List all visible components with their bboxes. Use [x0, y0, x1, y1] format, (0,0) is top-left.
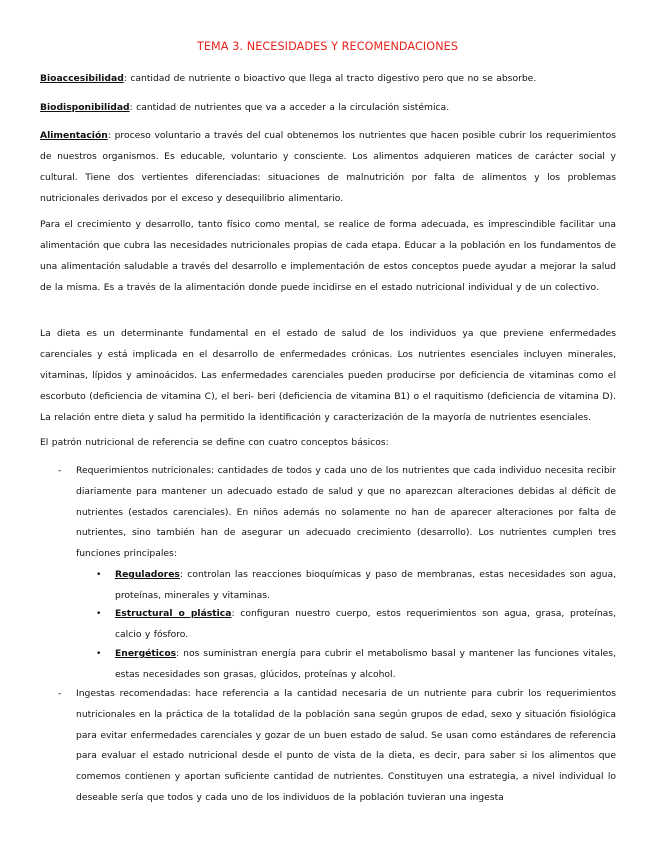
item-text: : controlan las reacciones bioquímicas y paso de membranas, estas necesidades son agua, proteínas, minerales y vitaminas. — [115, 569, 616, 601]
page-title: TEMA 3. NECESIDADES Y RECOMENDACIONES — [196, 40, 459, 53]
list-dash-marker: - — [58, 688, 62, 699]
term: Estructural o plástica — [115, 608, 232, 619]
definition-text: : proceso voluntario a través del cual obtenemos los nutrientes que hacen posible cubrir los requerimientos de nuestros organismos. Es educable, voluntario y consciente. Los alimentos adquieren matices de carácter social y cultural. Tiene dos vertientes diferenciadas: situaciones de malnutrición por falta de alimentos y los problemas nutricionales derivados por el exceso y desequilibrio alimentario. — [40, 130, 616, 204]
bullet-marker: • — [96, 608, 102, 619]
paragraph-patron: El patrón nutricional de referencia se define con cuatro conceptos básicos: — [40, 437, 389, 448]
definition-biodisponibilidad — [40, 97, 616, 118]
term: Energéticos — [115, 648, 177, 659]
definition-text: : cantidad de nutrientes que va a acceder a la circulación sistémica. — [129, 102, 450, 113]
definition-alimentacion — [40, 125, 616, 209]
term: Alimentación — [40, 130, 108, 141]
definition-text: : cantidad de nutriente o bioactivo que llega al tracto digestivo pero que no se absorbe. — [123, 73, 537, 84]
list-item-ingestas: Ingestas recomendadas: hace referencia a la cantidad necesaria de un nutriente para cubrir los requerimientos nutricionales en la práctica de la totalidad de la población sana según grupos de edad, sexo y situación fisiológica para evitar enfermedades carenciales y gozar de un buen estado de salud. Se usan como estándares de referencia para evaluar el estado nutricional desde el punto de vista de la dieta, es decir, para saber si los alimentos que comemos contienen y aportan suficiente cantidad de nutrientes. Constituyen una estrategia, a nivel individual lo deseable sería que todos y cada uno de los individuos de la población tuvieran una ingesta — [76, 688, 616, 803]
paragraph-dieta: La dieta es un determinante fundamental en el estado de salud de los individuos ya que previene enfermedades carenciales y está implicada en el desarrollo de enfermedades crónicas. Los nutrientes esenciales incluyen minerales, vitaminas, lípidos y aminoácidos. Las enfermedades carenciales pueden producirse por deficiencia de vitaminas como el escorbuto (deficiencia de vitamina C), el beri- beri (deficiencia de vitamina B1) o el raquitismo (deficiencia de vitamina D). La relación entre dieta y salud ha permitido la identificación y caracterización de la mayoría de nutrientes esenciales. — [40, 328, 616, 423]
sublist-item-energeticos — [115, 644, 616, 686]
definition-bioaccesibilidad — [40, 68, 616, 89]
list-item-requerimientos: Requerimientos nutricionales: cantidades de todos y cada uno de los nutrientes que cada individuo necesita recibir diariamente para mantener un adecuado estado de salud y que no aparezcan alteraciones debidas al déficit de nutrientes (estados carenciales). En niños además no solamente no han de aparecer alteraciones por falta de nutrientes, sino también han de asegurar un adecuado crecimiento (desarrollo). Los nutrientes cumplen tres funciones principales: — [76, 465, 616, 560]
item-text: : configuran nuestro cuerpo, estos requerimientos son agua, grasa, proteínas, calcio y fósforo. — [115, 608, 616, 640]
term: Reguladores — [115, 569, 180, 580]
bullet-marker: • — [96, 569, 102, 580]
term: Biodisponibilidad — [40, 102, 130, 113]
bullet-marker: • — [96, 648, 102, 659]
list-dash-marker: - — [58, 465, 62, 476]
paragraph-crecimiento: Para el crecimiento y desarrollo, tanto físico como mental, se realice de forma adecuada, es imprescindible facilitar una alimentación que cubra las necesidades nutricionales propias de cada etapa. Educar a la población en los fundamentos de una alimentación saludable a través del desarrollo e implementación de estos conceptos puede ayudar a mejorar la salud de la misma. Es a través de la alimentación donde puede incidirse en el estado nutricional individual y de un colectivo. — [40, 219, 616, 293]
sublist-item-estructural — [115, 604, 616, 646]
item-text: : nos suministran energía para cubrir el metabolismo basal y mantener las funciones vitales, estas necesidades son grasas, glúcidos, proteínas y alcohol. — [115, 648, 616, 680]
term: Bioaccesibilidad — [40, 73, 124, 84]
sublist-item-reguladores — [115, 565, 616, 607]
